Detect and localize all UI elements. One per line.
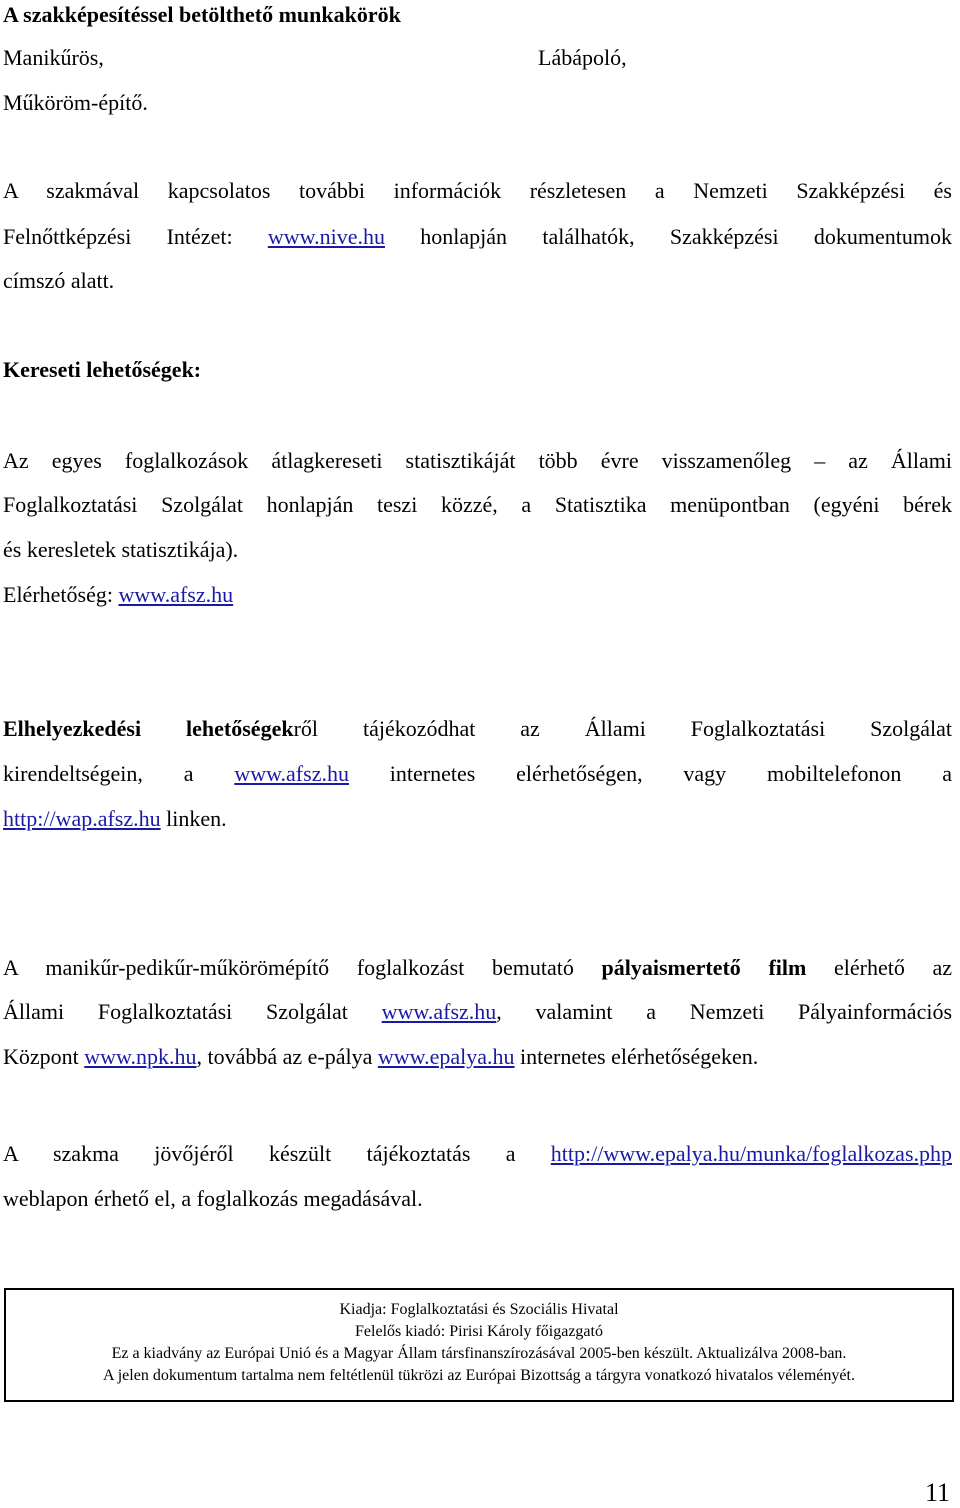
job-nail-builder: Műköröm-építő. <box>3 90 148 115</box>
placement-line-2 <box>3 761 952 787</box>
earnings-heading: Kereseti lehetőségek: <box>3 357 202 382</box>
wap-afsz-link[interactable]: http://wap.afsz.hu <box>3 806 161 831</box>
film-line-2-before: Állami Foglalkoztatási Szolgálat <box>3 999 348 1024</box>
epalya-link[interactable]: www.epalya.hu <box>377 1044 515 1069</box>
occupations-heading: A szakképesítéssel betölthető munkakörök <box>3 2 401 27</box>
future-line-1-before: A szakma jövőjéről készült tájékoztatás a <box>3 1141 516 1166</box>
film-line-3-mid: , továbbá az e-pálya <box>196 1044 373 1069</box>
earnings-availability <box>3 582 233 608</box>
publisher-footer-box <box>4 1288 954 1402</box>
nive-text-before: Felnőttképzési Intézet: <box>3 224 233 249</box>
film-line-1-before: A manikűr-pedikűr-műkörömépítő foglalkozást bemutató <box>3 955 574 980</box>
footer-line-4: A jelen dokumentum tartalma nem feltétlenül tükrözi az Európai Bizottság a tárgyra vonatkozó hivatalos véleményét. <box>103 1367 855 1384</box>
future-line-2: weblapon érhető el, a foglalkozás megadásával. <box>3 1186 423 1211</box>
film-line-3-after: internetes elérhetőségeken. <box>520 1044 759 1069</box>
placement-line-2-before: kirendeltségein, a <box>3 761 194 786</box>
footer-line-1: Kiadja: Foglalkoztatási és Szociális Hivatal <box>339 1301 619 1318</box>
placement-line-2-after: internetes elérhetőségen, vagy mobiltelefonon a <box>389 761 952 786</box>
epalya-foglalkozas-link[interactable]: http://www.epalya.hu/munka/foglalkozas.php <box>550 1141 953 1166</box>
film-bold: pályaismertető film <box>601 955 807 980</box>
nive-line-2 <box>3 224 952 250</box>
availability-label: Elérhetőség: <box>3 582 113 607</box>
placement-line-3 <box>3 806 227 832</box>
film-line-1-after: elérhető az <box>834 955 953 980</box>
film-line-2-after: valamint a Nemzeti Pályainformációs <box>535 999 953 1024</box>
job-manicurist: Manikűrös, <box>3 45 104 70</box>
film-line-2-after-first: , <box>496 999 502 1024</box>
nive-line-1: A szakmával kapcsolatos további információk részletesen a Nemzeti Szakképzési és <box>3 178 952 203</box>
afsz-link[interactable]: www.afsz.hu <box>118 582 234 607</box>
nive-line-3: címszó alatt. <box>3 268 115 293</box>
film-line-2 <box>3 999 952 1025</box>
job-pedicurist: Lábápoló, <box>538 45 627 70</box>
film-line-3-before: Központ <box>3 1044 79 1069</box>
nive-link[interactable]: www.nive.hu <box>267 224 385 249</box>
placement-afsz-link[interactable]: www.afsz.hu <box>234 761 349 786</box>
npk-link[interactable]: www.npk.hu <box>84 1044 197 1069</box>
placement-line-1-rest: ről tájékozódhat az Állami Foglalkoztatási Szolgálat <box>293 716 953 741</box>
earnings-line-3: és keresletek statisztikája). <box>3 537 239 562</box>
earnings-line-1: Az egyes foglalkozások átlagkereseti statisztikáját több évre visszamenőleg – az Állami <box>3 448 952 473</box>
placement-bold: Elhelyezkedési lehetőségek <box>3 716 294 741</box>
page-number: 11 <box>924 1478 950 1507</box>
footer-line-3: Ez a kiadvány az Európai Unió és a Magyar Állam társfinanszírozásával 2005-ben készült. Aktualizálva 2008-ban. <box>111 1345 847 1362</box>
earnings-line-2: Foglalkoztatási Szolgálat honlapján teszi közzé, a Statisztika menüpontban (egyéni bérek <box>3 492 952 517</box>
placement-line-1 <box>3 716 952 742</box>
film-line-3 <box>3 1044 758 1070</box>
film-afsz-link[interactable]: www.afsz.hu <box>381 999 497 1024</box>
film-line-1 <box>3 955 952 981</box>
footer-line-2: Felelős kiadó: Pirisi Károly főigazgató <box>355 1323 603 1340</box>
placement-line-3-after: linken. <box>166 806 227 831</box>
future-line-1 <box>3 1141 952 1167</box>
nive-text-after: honlapján találhatók, Szakképzési dokumentumok <box>420 224 952 249</box>
